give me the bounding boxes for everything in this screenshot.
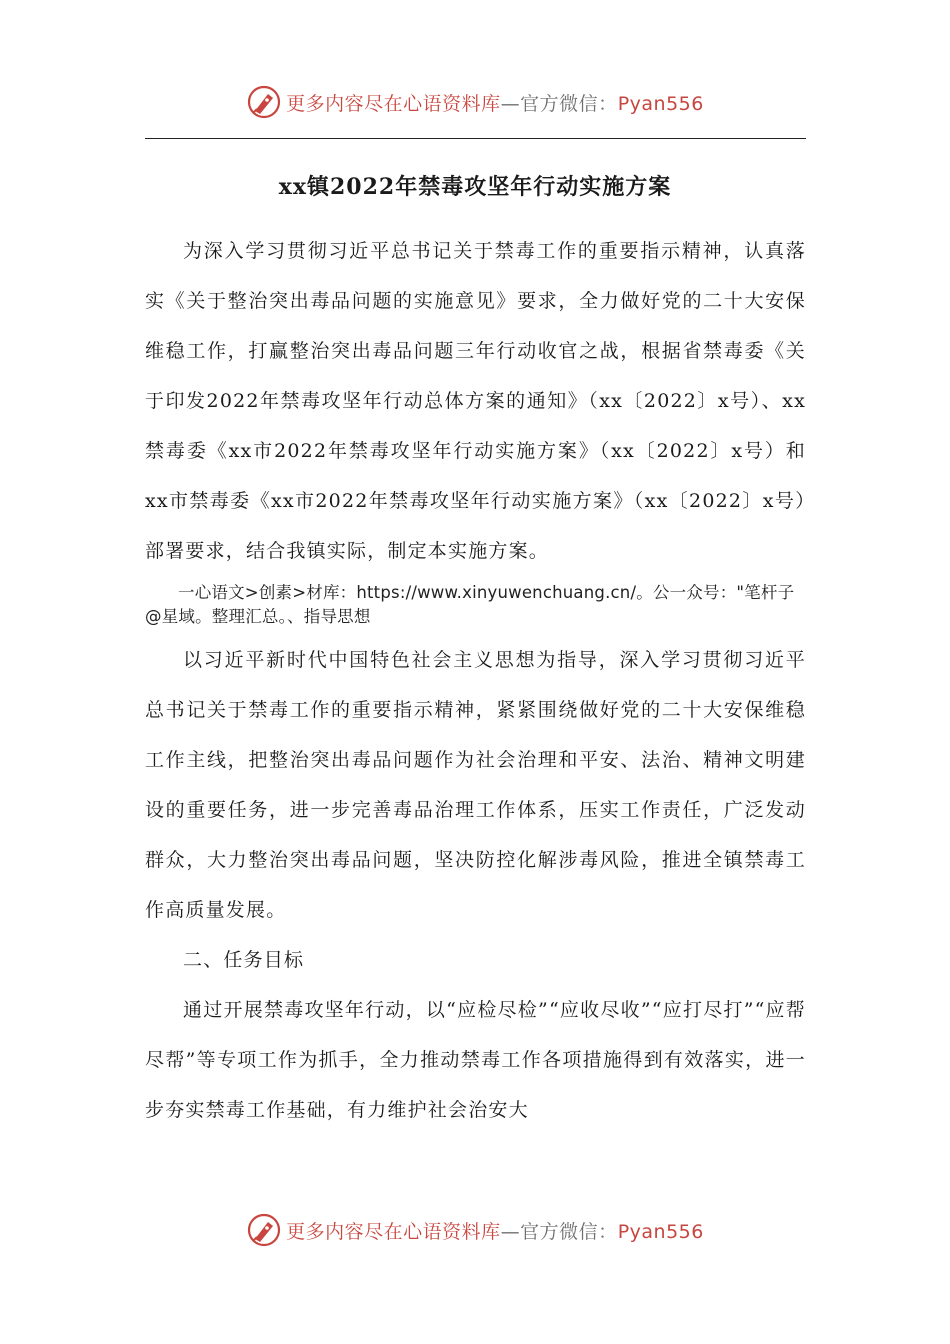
pen-nib-logo-icon bbox=[246, 1212, 282, 1248]
document-title: xx镇2022年禁毒攻坚年行动实施方案 bbox=[278, 174, 672, 200]
document-body bbox=[145, 226, 806, 1135]
footer-watermark bbox=[0, 1208, 950, 1252]
watermark-text: 更多内容尽在心语资料库—官方微信：Pyan556 bbox=[286, 1220, 704, 1243]
guiding-paragraph: 以习近平新时代中国特色社会主义思想为指导，深入学习贯彻习近平总书记关于禁毒工作的重要指示精神，紧紧围绕做好党的二十大安保维稳工作主线，把整治突出毒品问题作为社会治理和平安、法治、精神文明建设的重要任务，进一步完善毒品治理工作体系，压实工作责任，广泛发动群众，大力整治突出毒品问题，坚决防控化解涉毒风险，推进全镇禁毒工作高质量发展。 bbox=[145, 649, 806, 921]
intro-paragraph: 为深入学习贯彻习近平总书记关于禁毒工作的重要指示精神，认真落实《关于整治突出毒品问题的实施意见》要求，全力做好党的二十大安保维稳工作，打赢整治突出毒品问题三年行动收官之战，根据省禁毒委《关于印发2022年禁毒攻坚年行动总体方案的通知》（xx〔2022〕x号）、xx禁毒委《xx市2022年禁毒攻坚年行动实施方案》（xx〔2022〕x号）和xx市禁毒委《xx市2022年禁毒攻坚年行动实施方案》（xx〔2022〕x号）部署要求，结合我镇实际，制定本实施方案。 bbox=[145, 240, 806, 562]
watermark-text: 更多内容尽在心语资料库—官方微信：Pyan556 bbox=[286, 92, 704, 115]
goals-paragraph: 通过开展禁毒攻坚年行动，以“应检尽检”“应收尽收”“应打尽打”“应帮尽帮”等专项工作为抓手，全力推动禁毒工作各项措施得到有效落实，进一步夯实禁毒工作基础，有力维护社会治安大 bbox=[145, 999, 806, 1121]
source-note: 一心语文>创素>材库：https://www.xinyuwenchuang.cn/。公一众号："笔杆子@星域。整理汇总。、指导思想 bbox=[145, 583, 795, 626]
header-divider bbox=[145, 138, 806, 139]
header-watermark bbox=[0, 80, 950, 124]
section-heading-goals: 二、任务目标 bbox=[183, 949, 305, 971]
pen-nib-logo-icon bbox=[246, 84, 282, 120]
